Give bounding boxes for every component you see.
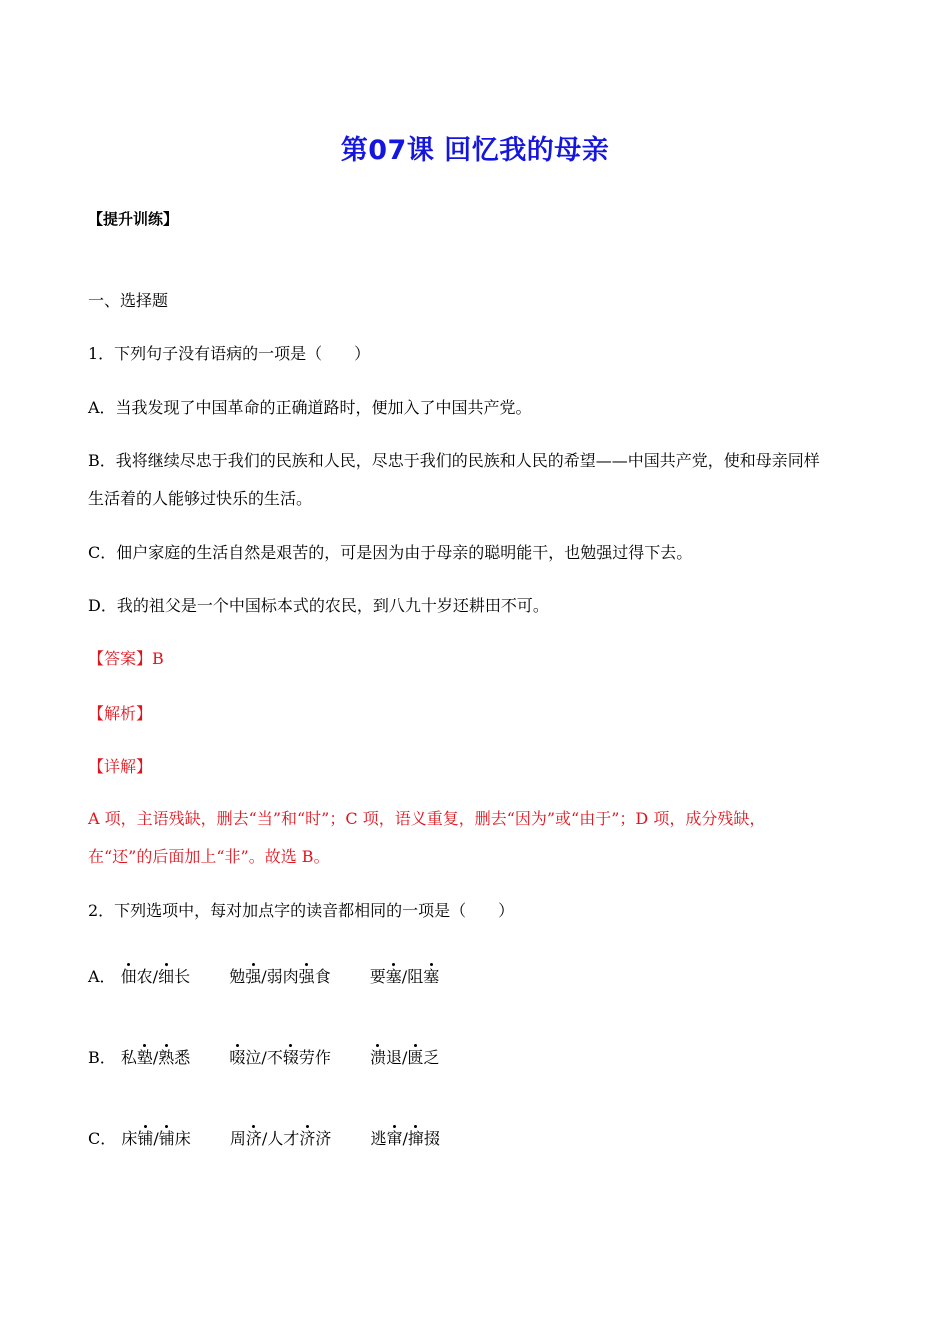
pair-text: /: [153, 1129, 159, 1148]
q1-option-d: D．我的祖父是一个中国标本式的农民，到八九十岁还耕田不可。: [88, 596, 549, 615]
pair-text: /人才: [261, 1129, 300, 1148]
pair-text: 退/: [385, 1048, 408, 1067]
q2-option-a: [88, 966, 473, 988]
pair-text: 悉: [174, 1048, 191, 1067]
dotted-char: 匮: [407, 1048, 424, 1067]
q2-a-pair-3: [370, 966, 439, 988]
pair-text: 乏: [423, 1048, 440, 1067]
dotted-char: 窜: [386, 1129, 403, 1148]
dotted-char: 撺: [407, 1129, 424, 1148]
pair-text: /: [402, 1129, 408, 1148]
q2-option-c-label: C．: [88, 1129, 117, 1148]
q2-option-c: [88, 1128, 474, 1150]
dotted-char: 熟: [158, 1048, 175, 1067]
q1-analysis-label: 【解析】: [88, 704, 153, 723]
q2-option-b: [88, 1047, 473, 1069]
dotted-char: 啜: [229, 1048, 246, 1067]
pair-text: 长: [174, 967, 191, 986]
dotted-char: 佃: [120, 967, 137, 986]
q1-option-b-line2: 生活着的人能够过快乐的生活。: [88, 489, 313, 508]
pair-text: 劳作: [298, 1048, 331, 1067]
q2-b-pair-2: [229, 1047, 330, 1069]
q2-b-pair-1: [121, 1047, 190, 1069]
dotted-char: 塞: [423, 967, 440, 986]
q1-option-c: C．佃户家庭的生活自然是艰苦的，可是因为由于母亲的聪明能干，也勉强过得下去。: [88, 543, 693, 562]
q2-a-pair-2: [229, 966, 330, 988]
question-2-stem: 2．下列选项中，每对加点字的读音都相同的一项是（ ）: [88, 901, 515, 920]
pair-text: 农/: [136, 967, 159, 986]
dotted-char: 铺: [158, 1129, 175, 1148]
pair-text: /: [152, 1048, 159, 1067]
dotted-char: 济: [245, 1129, 262, 1148]
q2-a-pair-1: [121, 966, 190, 988]
pair-text: 周: [229, 1129, 246, 1148]
q1-option-b-line1: B．我将继续尽忠于我们的民族和人民，尽忠于我们的民族和人民的希望——中国共产党，使和母亲同样: [88, 451, 820, 470]
question-1-stem: 1．下列句子没有语病的一项是（ ）: [88, 344, 371, 363]
dotted-char: 辍: [282, 1048, 299, 1067]
q2-c-pair-3: [370, 1128, 439, 1150]
dotted-char: 塞: [385, 967, 402, 986]
part-heading: 一、选择题: [88, 291, 169, 310]
pair-text: 掇: [423, 1129, 440, 1148]
dotted-char: 溃: [369, 1048, 386, 1067]
pair-text: 床: [121, 1129, 138, 1148]
q1-answer: 【答案】B: [88, 649, 164, 668]
pair-text: 要: [369, 967, 386, 986]
q2-option-b-label: B．: [88, 1048, 116, 1067]
q1-detail-line2: 在“还”的后面加上“非”。故选 B。: [88, 847, 330, 866]
section-label: 【提升训练】: [88, 210, 179, 228]
pair-text: 逃: [370, 1129, 387, 1148]
q2-c-pair-2: [230, 1128, 331, 1150]
pair-text: /弱肉: [261, 967, 299, 986]
pair-text: 私: [120, 1048, 137, 1067]
q2-c-pair-1: [121, 1128, 190, 1150]
dotted-char: 强: [298, 967, 315, 986]
page-title: 第07课 回忆我的母亲: [340, 135, 610, 166]
q1-detail-label: 【详解】: [88, 757, 153, 776]
q1-detail-line1: A 项，主语残缺，删去“当”和“时”；C 项，语义重复，删去“因为”或“由于”；D 项，成分残缺，: [88, 809, 766, 828]
dotted-char: 塾: [136, 1048, 153, 1067]
pair-text: 济: [315, 1129, 332, 1148]
dotted-char: 济: [299, 1129, 316, 1148]
q2-option-a-label: A．: [88, 967, 116, 986]
pair-text: /阻: [401, 967, 424, 986]
q2-b-pair-3: [370, 1047, 439, 1069]
pair-text: 勉: [229, 967, 246, 986]
pair-text: 床: [174, 1129, 191, 1148]
pair-text: 食: [314, 967, 331, 986]
pair-text: 泣/不: [245, 1048, 283, 1067]
dotted-char: 强: [245, 967, 262, 986]
q1-option-a: A．当我发现了中国革命的正确道路时，便加入了中国共产党。: [88, 398, 532, 417]
dotted-char: 铺: [137, 1129, 154, 1148]
dotted-char: 细: [158, 967, 175, 986]
